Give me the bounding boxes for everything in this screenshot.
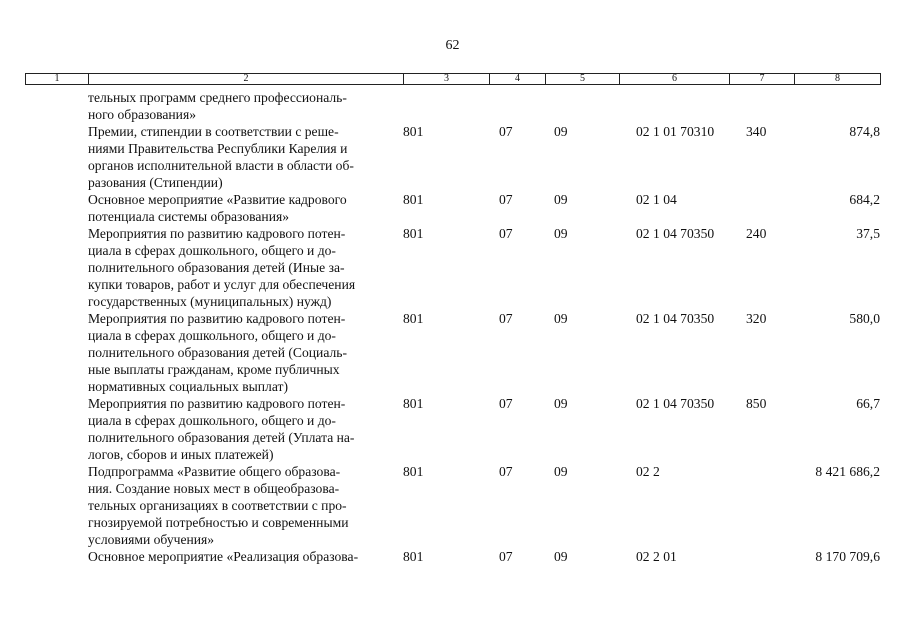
amount-cell: 874,8	[849, 124, 880, 139]
amount-cell: 66,7	[856, 396, 880, 411]
item-name-line: ного образования»	[88, 107, 197, 122]
section-code-cell: 07	[499, 226, 513, 241]
subsection-code-cell: 09	[554, 464, 568, 479]
row-number-cell	[25, 395, 88, 463]
item-name-line: Основное мероприятие «Реализация образова-	[88, 549, 359, 564]
row-number-cell	[25, 123, 88, 191]
item-name-line: потенциала системы образования»	[88, 209, 290, 224]
item-name-line: Подпрограмма «Развитие общего образова-	[88, 464, 341, 479]
row-number-cell	[25, 548, 88, 565]
item-name-line: гнозируемой потребностью и современными	[88, 515, 349, 530]
row-number-cell	[25, 89, 88, 123]
item-name-cell	[88, 89, 403, 123]
target-article-cell: 02 1 04 70350	[636, 311, 715, 326]
subsection-code-cell: 09	[554, 396, 568, 411]
column-header-table	[25, 73, 881, 85]
expense-type-cell	[740, 191, 806, 225]
item-name-line: логов, сборов и иных платежей)	[88, 447, 274, 462]
section-code-cell: 07	[499, 549, 513, 564]
target-article-cell: 02 1 04 70350	[636, 226, 715, 241]
ministry-code-cell: 801	[403, 192, 424, 207]
table-row	[25, 123, 880, 191]
section-code-cell: 07	[499, 311, 513, 326]
target-article-cell	[632, 89, 740, 123]
target-article-cell: 02 1 04 70350	[636, 396, 715, 411]
column-header-5: 5	[546, 74, 620, 85]
section-code-cell	[496, 89, 550, 123]
column-header-7: 7	[730, 74, 795, 85]
amount-cell: 684,2	[849, 192, 880, 207]
subsection-code-cell: 09	[554, 226, 568, 241]
item-name-cell	[88, 225, 403, 310]
target-article-cell: 02 1 04	[636, 192, 677, 207]
subsection-code-cell	[550, 89, 632, 123]
expense-type-cell: 320	[746, 311, 767, 326]
section-code-cell: 07	[499, 396, 513, 411]
amount-cell: 8 421 686,2	[815, 464, 880, 479]
target-article-cell: 02 2 01	[636, 549, 677, 564]
table-row	[25, 548, 880, 565]
item-name-cell	[88, 310, 403, 395]
page-number: 62	[445, 38, 460, 53]
subsection-code-cell: 09	[554, 549, 568, 564]
item-name-line: тельных программ среднего профессиональ-	[88, 90, 347, 105]
section-code-cell: 07	[499, 124, 513, 139]
item-name-line: Мероприятия по развитию кадрового потен-	[88, 311, 346, 326]
item-name-line: полнительного образования детей (Иные за-	[88, 260, 345, 275]
row-number-cell	[25, 310, 88, 395]
item-name-line: разования (Стипендии)	[88, 175, 223, 190]
ministry-code-cell: 801	[403, 311, 424, 326]
column-header-2: 2	[89, 74, 404, 85]
subsection-code-cell: 09	[554, 311, 568, 326]
item-name-line: нормативных социальных выплат)	[88, 379, 288, 394]
column-header-6: 6	[620, 74, 730, 85]
item-name-line: условиями обучения»	[88, 532, 215, 547]
expense-type-cell: 340	[746, 124, 767, 139]
item-name-line: полнительного образования детей (Социаль-	[88, 345, 347, 360]
item-name-line: государственных (муниципальных) нужд)	[88, 294, 332, 309]
expense-type-cell	[740, 463, 806, 548]
budget-table-body	[25, 89, 880, 565]
item-name-line: Мероприятия по развитию кадрового потен-	[88, 226, 346, 241]
subsection-code-cell: 09	[554, 124, 568, 139]
item-name-line: тельных организациях в соответствии с про-	[88, 498, 347, 513]
item-name-line: купки товаров, работ и услуг для обеспечения	[88, 277, 356, 292]
amount-cell	[806, 89, 880, 123]
expense-type-cell	[740, 89, 806, 123]
table-row	[25, 395, 880, 463]
ministry-code-cell	[403, 89, 496, 123]
section-code-cell: 07	[499, 464, 513, 479]
column-header-8: 8	[795, 74, 881, 85]
item-name-line: Основное мероприятие «Развитие кадрового	[88, 192, 347, 207]
expense-type-cell: 850	[746, 396, 767, 411]
expense-type-cell: 240	[746, 226, 767, 241]
item-name-line: полнительного образования детей (Уплата на-	[88, 430, 355, 445]
target-article-cell: 02 2	[636, 464, 660, 479]
expense-type-cell	[740, 548, 806, 565]
item-name-line: циала в сферах дошкольного, общего и до-	[88, 243, 336, 258]
table-row	[25, 310, 880, 395]
item-name-line: ниями Правительства Республики Карелия и	[88, 141, 348, 156]
table-row	[25, 89, 880, 123]
item-name-cell	[88, 463, 403, 548]
item-name-line: циала в сферах дошкольного, общего и до-	[88, 328, 336, 343]
row-number-cell	[25, 463, 88, 548]
row-number-cell	[25, 225, 88, 310]
ministry-code-cell: 801	[403, 124, 424, 139]
item-name-cell	[88, 548, 403, 565]
ministry-code-cell: 801	[403, 226, 424, 241]
table-row	[25, 463, 880, 548]
ministry-code-cell: 801	[403, 396, 424, 411]
target-article-cell: 02 1 01 70310	[636, 124, 715, 139]
ministry-code-cell: 801	[403, 464, 424, 479]
item-name-cell	[88, 395, 403, 463]
table-row	[25, 191, 880, 225]
item-name-line: ния. Создание новых мест в общеобразова-	[88, 481, 340, 496]
row-number-cell	[25, 191, 88, 225]
item-name-cell	[88, 191, 403, 225]
column-header-1: 1	[26, 74, 89, 85]
ministry-code-cell: 801	[403, 549, 424, 564]
item-name-cell	[88, 123, 403, 191]
section-code-cell: 07	[499, 192, 513, 207]
item-name-line: циала в сферах дошкольного, общего и до-	[88, 413, 336, 428]
table-row	[25, 225, 880, 310]
item-name-line: органов исполнительной власти в области об-	[88, 158, 354, 173]
amount-cell: 37,5	[856, 226, 880, 241]
item-name-line: Мероприятия по развитию кадрового потен-	[88, 396, 346, 411]
subsection-code-cell: 09	[554, 192, 568, 207]
column-header-4: 4	[490, 74, 546, 85]
column-header-3: 3	[404, 74, 490, 85]
amount-cell: 580,0	[849, 311, 880, 326]
amount-cell: 8 170 709,6	[815, 549, 880, 564]
item-name-line: Премии, стипендии в соответствии с реше-	[88, 124, 339, 139]
item-name-line: ные выплаты гражданам, кроме публичных	[88, 362, 340, 377]
